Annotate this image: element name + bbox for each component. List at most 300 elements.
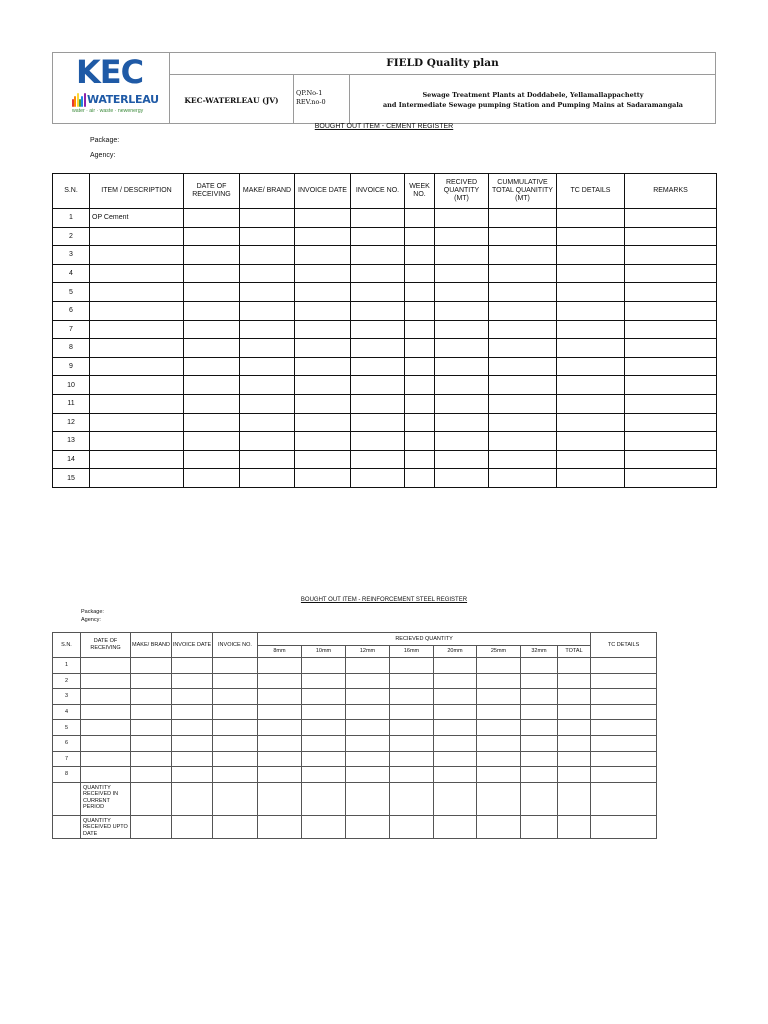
table-cell bbox=[213, 658, 258, 674]
table-cell bbox=[521, 720, 558, 736]
row-number: 9 bbox=[53, 357, 90, 376]
table-cell bbox=[131, 735, 172, 751]
cement-column-header: MAKE/ BRAND bbox=[240, 174, 295, 209]
table-cell bbox=[477, 815, 521, 838]
table-cell bbox=[240, 394, 295, 413]
table-cell bbox=[591, 720, 657, 736]
table-row bbox=[53, 673, 657, 689]
table-cell bbox=[521, 751, 558, 767]
logo-wave-bar bbox=[84, 93, 86, 107]
table-row bbox=[53, 246, 717, 265]
table-cell bbox=[172, 782, 213, 815]
rev-number: REV.no-0 bbox=[296, 98, 326, 106]
table-cell bbox=[557, 301, 625, 320]
table-cell bbox=[184, 227, 240, 246]
table-cell bbox=[351, 301, 405, 320]
table-cell bbox=[184, 394, 240, 413]
table-cell bbox=[489, 283, 557, 302]
table-cell bbox=[557, 432, 625, 451]
table-cell bbox=[435, 301, 489, 320]
size-column-header: 10mm bbox=[302, 646, 346, 658]
table-cell bbox=[302, 720, 346, 736]
table-cell bbox=[184, 264, 240, 283]
table-cell bbox=[184, 413, 240, 432]
table-cell bbox=[295, 376, 351, 395]
row-number: 3 bbox=[53, 246, 90, 265]
table-cell bbox=[489, 432, 557, 451]
table-cell bbox=[81, 767, 131, 783]
table-row bbox=[53, 376, 717, 395]
table-cell bbox=[172, 689, 213, 705]
table-cell bbox=[258, 704, 302, 720]
item-description bbox=[90, 432, 184, 451]
table-cell bbox=[591, 689, 657, 705]
table-cell bbox=[434, 782, 477, 815]
table-cell bbox=[213, 815, 258, 838]
table-cell bbox=[435, 246, 489, 265]
steel-register-title: BOUGHT OUT ITEM - REINFORCEMENT STEEL REGISTER bbox=[300, 597, 468, 603]
table-cell bbox=[625, 301, 717, 320]
table-cell bbox=[295, 432, 351, 451]
item-description bbox=[90, 450, 184, 469]
row-number: 3 bbox=[53, 689, 81, 705]
item-description bbox=[90, 301, 184, 320]
table-cell bbox=[558, 782, 591, 815]
waterleau-logo-text: WATERLEAU bbox=[87, 93, 159, 106]
table-cell bbox=[81, 673, 131, 689]
table-cell bbox=[184, 283, 240, 302]
table-cell bbox=[240, 432, 295, 451]
table-cell bbox=[258, 735, 302, 751]
table-cell bbox=[435, 394, 489, 413]
table-cell bbox=[558, 673, 591, 689]
table-cell bbox=[351, 264, 405, 283]
table-cell bbox=[434, 751, 477, 767]
table-row bbox=[53, 339, 717, 358]
table-cell bbox=[558, 689, 591, 705]
table-cell bbox=[477, 704, 521, 720]
table-cell bbox=[521, 704, 558, 720]
table-cell bbox=[213, 735, 258, 751]
table-cell bbox=[521, 735, 558, 751]
table-cell bbox=[557, 413, 625, 432]
table-cell bbox=[435, 413, 489, 432]
table-cell bbox=[557, 227, 625, 246]
table-cell bbox=[625, 246, 717, 265]
col-sn: S.N. bbox=[53, 633, 81, 658]
table-cell bbox=[184, 209, 240, 228]
row-number: 1 bbox=[53, 209, 90, 228]
item-description bbox=[90, 357, 184, 376]
table-cell bbox=[172, 658, 213, 674]
steel-package-label: Package: bbox=[81, 609, 104, 615]
table-cell bbox=[405, 432, 435, 451]
table-row bbox=[53, 689, 657, 705]
table-cell bbox=[184, 469, 240, 488]
size-column-header: 12mm bbox=[346, 646, 390, 658]
table-cell bbox=[81, 735, 131, 751]
table-cell bbox=[557, 469, 625, 488]
cement-column-header: TC DETAILS bbox=[557, 174, 625, 209]
table-cell bbox=[405, 450, 435, 469]
item-description bbox=[90, 413, 184, 432]
table-cell bbox=[557, 357, 625, 376]
item-description bbox=[90, 394, 184, 413]
table-cell bbox=[625, 320, 717, 339]
table-cell bbox=[489, 357, 557, 376]
table-row bbox=[53, 469, 717, 488]
table-cell bbox=[351, 320, 405, 339]
table-cell bbox=[213, 751, 258, 767]
table-cell bbox=[302, 815, 346, 838]
row-number: 10 bbox=[53, 376, 90, 395]
table-cell bbox=[521, 689, 558, 705]
table-cell bbox=[258, 689, 302, 705]
table-cell bbox=[477, 735, 521, 751]
table-cell bbox=[131, 658, 172, 674]
table-cell bbox=[351, 450, 405, 469]
table-cell bbox=[351, 376, 405, 395]
cement-agency-label: Agency: bbox=[90, 152, 116, 159]
table-cell bbox=[213, 767, 258, 783]
table-row bbox=[53, 450, 717, 469]
table-cell bbox=[351, 469, 405, 488]
table-cell bbox=[390, 751, 434, 767]
table-cell bbox=[405, 320, 435, 339]
row-number: 12 bbox=[53, 413, 90, 432]
table-cell bbox=[489, 209, 557, 228]
table-cell bbox=[258, 658, 302, 674]
cement-column-header: INVOICE NO. bbox=[351, 174, 405, 209]
table-cell bbox=[489, 246, 557, 265]
table-cell bbox=[390, 658, 434, 674]
table-cell bbox=[302, 782, 346, 815]
row-number: 11 bbox=[53, 394, 90, 413]
table-row bbox=[53, 432, 717, 451]
table-cell bbox=[558, 767, 591, 783]
table-cell bbox=[258, 720, 302, 736]
table-cell bbox=[240, 209, 295, 228]
table-cell bbox=[258, 751, 302, 767]
table-cell bbox=[390, 673, 434, 689]
table-cell bbox=[558, 751, 591, 767]
table-cell bbox=[295, 394, 351, 413]
table-cell bbox=[489, 227, 557, 246]
table-cell bbox=[240, 469, 295, 488]
col-invoice-date: INVOICE DATE bbox=[172, 633, 213, 658]
table-cell bbox=[489, 301, 557, 320]
table-cell bbox=[435, 450, 489, 469]
table-row bbox=[53, 264, 717, 283]
item-description bbox=[90, 227, 184, 246]
table-cell bbox=[405, 301, 435, 320]
item-description bbox=[90, 264, 184, 283]
table-cell bbox=[295, 209, 351, 228]
table-cell bbox=[558, 720, 591, 736]
project-line-1: Sewage Treatment Plants at Doddabele, Yellamallappachetty bbox=[422, 91, 644, 99]
table-row bbox=[53, 209, 717, 228]
table-cell bbox=[295, 320, 351, 339]
item-description bbox=[90, 283, 184, 302]
table-row bbox=[53, 658, 657, 674]
table-cell bbox=[435, 357, 489, 376]
table-cell bbox=[295, 469, 351, 488]
table-row bbox=[53, 767, 657, 783]
table-cell bbox=[435, 264, 489, 283]
table-cell bbox=[557, 283, 625, 302]
table-cell bbox=[131, 782, 172, 815]
table-cell bbox=[405, 394, 435, 413]
table-cell bbox=[240, 301, 295, 320]
table-cell bbox=[131, 751, 172, 767]
table-cell bbox=[295, 283, 351, 302]
table-row bbox=[53, 357, 717, 376]
table-cell bbox=[172, 767, 213, 783]
size-column-header: 8mm bbox=[258, 646, 302, 658]
table-cell bbox=[434, 815, 477, 838]
row-number: 6 bbox=[53, 301, 90, 320]
table-cell bbox=[302, 704, 346, 720]
table-row bbox=[53, 394, 717, 413]
row-number: 4 bbox=[53, 264, 90, 283]
table-cell bbox=[240, 246, 295, 265]
table-cell bbox=[351, 357, 405, 376]
table-cell bbox=[346, 673, 390, 689]
table-row bbox=[53, 227, 717, 246]
table-cell bbox=[258, 782, 302, 815]
qp-number-block bbox=[296, 89, 349, 107]
table-cell bbox=[434, 720, 477, 736]
table-cell bbox=[346, 735, 390, 751]
table-cell bbox=[625, 394, 717, 413]
table-cell bbox=[521, 767, 558, 783]
table-cell bbox=[405, 469, 435, 488]
table-cell bbox=[557, 264, 625, 283]
table-cell bbox=[390, 704, 434, 720]
table-cell bbox=[351, 246, 405, 265]
row-number: 13 bbox=[53, 432, 90, 451]
table-cell bbox=[295, 413, 351, 432]
row-number: 14 bbox=[53, 450, 90, 469]
table-cell bbox=[558, 815, 591, 838]
table-cell bbox=[213, 689, 258, 705]
table-cell bbox=[302, 658, 346, 674]
item-description bbox=[90, 339, 184, 358]
item-description bbox=[90, 376, 184, 395]
waterleau-waves-icon bbox=[72, 93, 86, 107]
table-cell bbox=[521, 815, 558, 838]
table-cell bbox=[434, 658, 477, 674]
col-received-quantity: RECIEVED QUANTITY bbox=[258, 633, 591, 646]
table-cell bbox=[405, 227, 435, 246]
table-cell bbox=[295, 227, 351, 246]
table-cell bbox=[435, 376, 489, 395]
table-cell bbox=[405, 376, 435, 395]
row-number: 7 bbox=[53, 320, 90, 339]
table-row bbox=[53, 720, 657, 736]
row-number: 2 bbox=[53, 673, 81, 689]
table-row bbox=[53, 735, 657, 751]
size-column-header: 20mm bbox=[434, 646, 477, 658]
table-cell bbox=[557, 320, 625, 339]
table-cell bbox=[258, 673, 302, 689]
cement-column-header: S.N. bbox=[53, 174, 90, 209]
table-cell bbox=[477, 689, 521, 705]
table-cell bbox=[172, 720, 213, 736]
summary-label: QUANTITY RECEIVED UPTO DATE bbox=[81, 815, 131, 838]
cement-package-label: Package: bbox=[90, 137, 120, 144]
table-cell bbox=[390, 767, 434, 783]
row-number: 15 bbox=[53, 469, 90, 488]
table-cell bbox=[558, 658, 591, 674]
table-cell bbox=[477, 720, 521, 736]
steel-register-table bbox=[52, 632, 657, 839]
jv-name: KEC-WATERLEAU (JV) bbox=[184, 95, 279, 105]
table-cell bbox=[240, 450, 295, 469]
table-cell bbox=[184, 357, 240, 376]
table-cell bbox=[405, 357, 435, 376]
table-cell bbox=[184, 432, 240, 451]
table-cell bbox=[405, 339, 435, 358]
table-cell bbox=[435, 283, 489, 302]
logo-tagline: water · air · waste · newenergy bbox=[72, 108, 144, 114]
table-cell bbox=[172, 673, 213, 689]
size-column-header: 25mm bbox=[477, 646, 521, 658]
table-cell bbox=[213, 704, 258, 720]
cement-column-header: RECIVED QUANTITY (MT) bbox=[435, 174, 489, 209]
project-description bbox=[350, 76, 716, 124]
cement-column-header: INVOICE DATE bbox=[295, 174, 351, 209]
table-cell bbox=[591, 751, 657, 767]
cement-column-header: WEEK NO. bbox=[405, 174, 435, 209]
table-cell bbox=[489, 376, 557, 395]
table-cell bbox=[351, 394, 405, 413]
table-cell bbox=[240, 320, 295, 339]
row-number: 4 bbox=[53, 704, 81, 720]
table-cell bbox=[131, 689, 172, 705]
table-cell bbox=[405, 264, 435, 283]
quantity-current-period-row bbox=[53, 782, 657, 815]
table-cell bbox=[489, 339, 557, 358]
table-cell bbox=[346, 689, 390, 705]
table-cell bbox=[557, 209, 625, 228]
table-row bbox=[53, 301, 717, 320]
cement-column-header: ITEM / DESCRIPTION bbox=[90, 174, 184, 209]
table-cell bbox=[172, 735, 213, 751]
table-cell bbox=[351, 227, 405, 246]
summary-label: QUANTITY RECEIVED IN CURRENT PERIOD bbox=[81, 782, 131, 815]
table-cell bbox=[184, 339, 240, 358]
table-cell bbox=[558, 704, 591, 720]
table-cell bbox=[625, 450, 717, 469]
table-cell bbox=[346, 815, 390, 838]
cement-register-table bbox=[52, 173, 717, 488]
table-cell bbox=[434, 704, 477, 720]
col-tc-details: TC DETAILS bbox=[591, 633, 657, 658]
table-cell bbox=[258, 815, 302, 838]
table-cell bbox=[346, 782, 390, 815]
table-cell bbox=[625, 264, 717, 283]
logo-wave-bar bbox=[81, 96, 83, 107]
table-cell bbox=[434, 689, 477, 705]
header-divider bbox=[293, 75, 294, 123]
table-cell bbox=[295, 264, 351, 283]
table-cell bbox=[489, 450, 557, 469]
item-description bbox=[90, 246, 184, 265]
table-cell bbox=[557, 394, 625, 413]
row-number: 2 bbox=[53, 227, 90, 246]
table-row bbox=[53, 751, 657, 767]
table-cell bbox=[625, 339, 717, 358]
quantity-upto-date-row bbox=[53, 815, 657, 838]
table-cell bbox=[435, 339, 489, 358]
table-row bbox=[53, 413, 717, 432]
table-cell bbox=[184, 450, 240, 469]
col-make-brand: MAKE/ BRAND bbox=[131, 633, 172, 658]
table-cell bbox=[240, 339, 295, 358]
item-description bbox=[90, 469, 184, 488]
table-cell bbox=[213, 673, 258, 689]
table-cell bbox=[390, 782, 434, 815]
table-cell bbox=[625, 357, 717, 376]
table-cell bbox=[489, 394, 557, 413]
table-cell bbox=[184, 301, 240, 320]
table-cell bbox=[591, 767, 657, 783]
table-cell bbox=[625, 376, 717, 395]
table-cell bbox=[625, 209, 717, 228]
table-cell bbox=[434, 767, 477, 783]
table-cell bbox=[295, 339, 351, 358]
table-cell bbox=[489, 469, 557, 488]
col-invoice-no: INVOICE NO. bbox=[213, 633, 258, 658]
table-cell bbox=[435, 432, 489, 451]
table-cell bbox=[351, 283, 405, 302]
table-cell bbox=[591, 704, 657, 720]
table-cell bbox=[435, 209, 489, 228]
table-cell bbox=[351, 209, 405, 228]
cement-column-header: CUMMULATIVE TOTAL QUANITITY (MT) bbox=[489, 174, 557, 209]
qp-number: QP.No-1 bbox=[296, 89, 323, 97]
table-cell bbox=[489, 413, 557, 432]
table-cell bbox=[489, 264, 557, 283]
row-number: 8 bbox=[53, 767, 81, 783]
table-cell bbox=[591, 782, 657, 815]
table-cell bbox=[346, 658, 390, 674]
table-cell bbox=[53, 815, 81, 838]
table-cell bbox=[295, 246, 351, 265]
table-cell bbox=[405, 246, 435, 265]
table-cell bbox=[213, 782, 258, 815]
table-cell bbox=[240, 357, 295, 376]
document-header bbox=[52, 52, 716, 124]
table-cell bbox=[240, 227, 295, 246]
table-cell bbox=[302, 673, 346, 689]
table-cell bbox=[184, 320, 240, 339]
table-cell bbox=[477, 673, 521, 689]
row-number: 5 bbox=[53, 283, 90, 302]
table-cell bbox=[302, 735, 346, 751]
table-cell bbox=[351, 339, 405, 358]
table-cell bbox=[81, 751, 131, 767]
table-cell bbox=[295, 301, 351, 320]
table-cell bbox=[302, 751, 346, 767]
row-number: 1 bbox=[53, 658, 81, 674]
table-cell bbox=[302, 689, 346, 705]
cement-register-title: BOUGHT OUT ITEM - CEMENT REGISTER bbox=[314, 123, 454, 130]
table-cell bbox=[477, 751, 521, 767]
col-date-of-receiving: DATE OF RECEIVING bbox=[81, 633, 131, 658]
table-cell bbox=[346, 751, 390, 767]
